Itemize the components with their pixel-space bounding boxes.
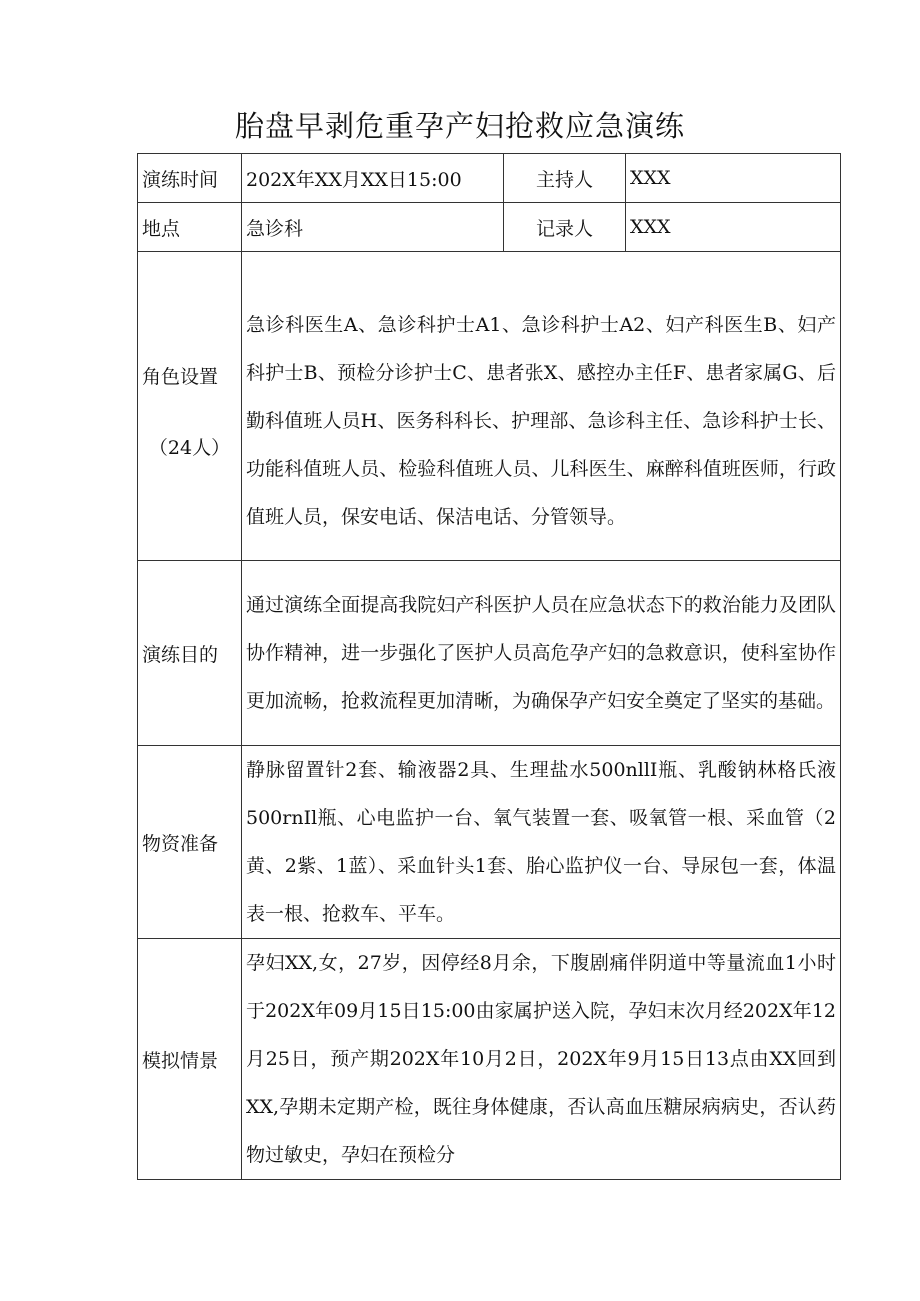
drill-form-table — [137, 153, 841, 1180]
recorder-value: XXX — [626, 203, 841, 252]
time-label: 演练时间 — [138, 154, 242, 203]
goal-content: 通过演练全面提高我院妇产科医护人员在应急状态下的救治能力及团队协作精神，进一步强化了医护人员高危孕产妇的急救意识，使科室协作更加流畅，抢救流程更加清晰，为确保孕产妇安全奠定了坚实的基础。 — [242, 561, 841, 746]
document-title: 胎盘早剥危重孕产妇抢救应急演练 — [234, 109, 685, 143]
table-row — [138, 561, 841, 746]
recorder-label: 记录人 — [504, 203, 626, 252]
host-value: XXX — [626, 154, 841, 203]
roles-label: 角色设置 — [142, 365, 219, 388]
host-label: 主持人 — [504, 154, 626, 203]
table-row — [138, 154, 841, 203]
scenario-content: 孕妇XX,女，27岁，因停经8月余，下腹剧痛伴阴道中等量流血1小时于202X年09月15日15:00由家属护送入院，孕妇末次月经202X年12月25日，预产期202X年10月2日，202X年9月15日13点由XX回到XX,孕期未定期产检，既往身体健康，否认高血压糖尿病病史，否认药物过敏史，孕妇在预检分 — [242, 939, 841, 1180]
supplies-content: 静脉留置针2套、输液器2具、生理盐水500nllI瓶、乳酸钠林格氏液500rnIl瓶、心电监护一台、氧气装置一套、吸氧管一根、采血管（2黄、2紫、1蓝）、采血针头1套、胎心监护仪一台、导尿包一套，体温表一根、抢救车、平车。 — [242, 746, 841, 939]
table-row — [138, 746, 841, 939]
scenario-label: 模拟情景 — [138, 939, 242, 1180]
time-value: 202X年XX月XX日15:00 — [242, 154, 504, 203]
roles-content: 急诊科医生A、急诊科护士A1、急诊科护士A2、妇产科医生B、妇产科护士B、预检分诊护士C、患者张X、感控办主任F、患者家属G、后勤科值班人员H、医务科科长、护理部、急诊科主任、急诊科护士长、功能科值班人员、检验科值班人员、儿科医生、麻醉科值班医师，行政值班人员，保安电话、保洁电话、分管领导。 — [242, 252, 841, 561]
table-row — [138, 252, 841, 561]
place-label: 地点 — [138, 203, 242, 252]
roles-label-cell — [138, 252, 242, 561]
table-row — [138, 939, 841, 1180]
roles-count: （24人） — [148, 436, 231, 459]
table-row — [138, 203, 841, 252]
goal-label: 演练目的 — [138, 561, 242, 746]
place-value: 急诊科 — [242, 203, 504, 252]
supplies-label: 物资准备 — [138, 746, 242, 939]
